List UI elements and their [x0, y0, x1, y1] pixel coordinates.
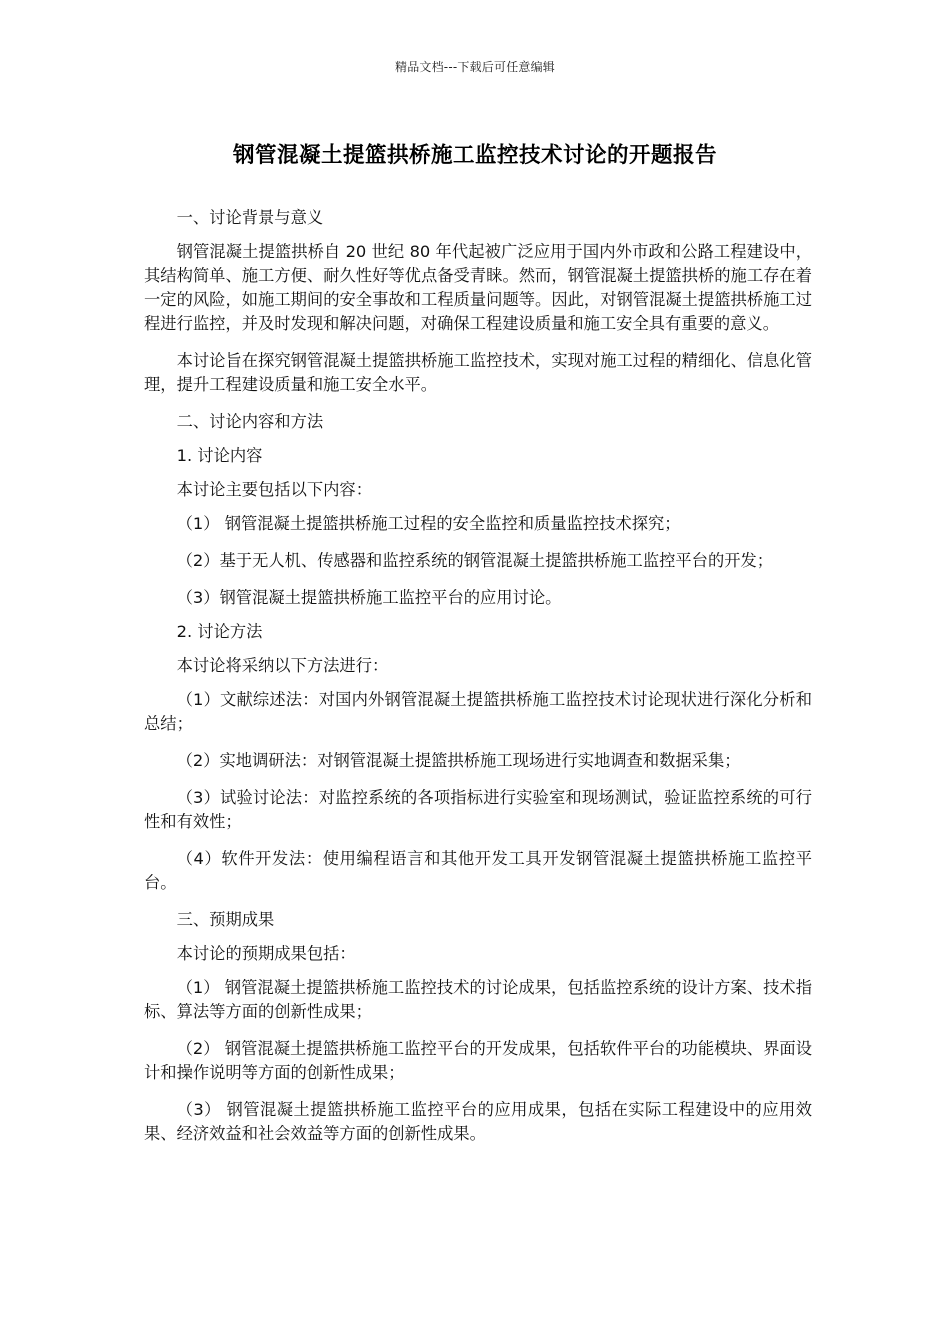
section-heading-content-methods: 二、讨论内容和方法 [176, 412, 324, 431]
outcome-item-3: （3） 钢管混凝土提篮拱桥施工监控平台的应用成果，包括在实际工程建设中的应用效果、经济效益和社会效益等方面的创新性成果。 [144, 1100, 812, 1143]
method-item-3: （3）试验讨论法：对监控系统的各项指标进行实验室和现场测试，验证监控系统的可行性和有效性； [144, 788, 812, 831]
section-heading-background: 一、讨论背景与意义 [176, 208, 324, 227]
outcome-item-1: （1） 钢管混凝土提篮拱桥施工监控技术的讨论成果，包括监控系统的设计方案、技术指标、算法等方面的创新性成果； [144, 978, 812, 1021]
header-note: 精品文档---下载后可任意编辑 [395, 60, 555, 74]
outcomes-intro: 本讨论的预期成果包括： [176, 944, 356, 963]
section-heading-outcomes: 三、预期成果 [176, 910, 275, 929]
document-body [144, 206, 812, 1159]
content-item-3: （3）钢管混凝土提篮拱桥施工监控平台的应用讨论。 [176, 588, 562, 607]
methods-intro: 本讨论将采纳以下方法进行： [176, 656, 389, 675]
content-item-2: （2）基于无人机、传感器和监控系统的钢管混凝土提篮拱桥施工监控平台的开发； [176, 551, 774, 570]
method-item-2: （2）实地调研法：对钢管混凝土提篮拱桥施工现场进行实地调查和数据采集； [176, 751, 741, 770]
content-item-1: （1） 钢管混凝土提篮拱桥施工过程的安全监控和质量监控技术探究； [176, 514, 681, 533]
method-item-1: （1）文献综述法：对国内外钢管混凝土提篮拱桥施工监控技术讨论现状进行深化分析和总结； [144, 690, 812, 733]
subheading-content: 1. 讨论内容 [176, 446, 263, 465]
method-item-4: （4）软件开发法：使用编程语言和其他开发工具开发钢管混凝土提篮拱桥施工监控平台。 [144, 849, 812, 892]
subheading-methods: 2. 讨论方法 [176, 622, 263, 641]
paragraph-aim: 本讨论旨在探究钢管混凝土提篮拱桥施工监控技术，实现对施工过程的精细化、信息化管理，提升工程建设质量和施工安全水平。 [144, 351, 812, 394]
paragraph-background: 钢管混凝土提篮拱桥自 20 世纪 80 年代起被广泛应用于国内外市政和公路工程建设中，其结构简单、施工方便、耐久性好等优点备受青睐。然而，钢管混凝土提篮拱桥的施工存在着一定的风险，如施工期间的安全事故和工程质量问题等。因此，对钢管混凝土提篮拱桥施工过程进行监控，并及时发现和解决问题，对确保工程建设质量和施工安全具有重要的意义。 [144, 242, 812, 333]
content-intro: 本讨论主要包括以下内容： [176, 480, 372, 499]
outcome-item-2: （2） 钢管混凝土提篮拱桥施工监控平台的开发成果，包括软件平台的功能模块、界面设计和操作说明等方面的创新性成果； [144, 1039, 812, 1082]
document-title: 钢管混凝土提篮拱桥施工监控技术讨论的开题报告 [232, 143, 717, 168]
